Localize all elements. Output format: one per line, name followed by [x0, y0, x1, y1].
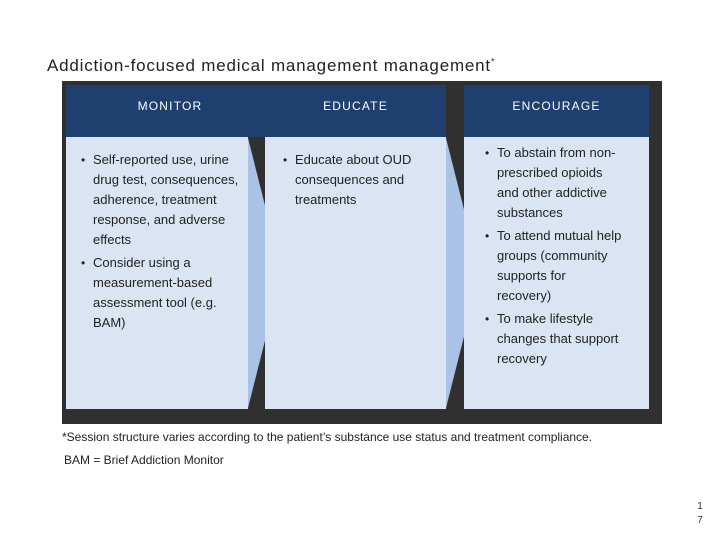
- bullet-icon: •: [283, 153, 288, 167]
- bullet-icon: •: [81, 256, 86, 270]
- monitor-header-label: MONITOR: [137, 99, 203, 113]
- educate-item-text: Educate about OUD consequences and treatments: [295, 152, 412, 207]
- encourage-item-text: To abstain from non-prescribed opioids and other addictive substances: [497, 145, 616, 220]
- educate-body: [265, 137, 446, 409]
- page-number-line: 7: [697, 515, 703, 526]
- educate-header: [265, 85, 446, 137]
- bullet-icon: •: [485, 229, 490, 243]
- slide-title-text: Addiction-focused medical management management: [47, 56, 491, 75]
- encourage-item: [485, 309, 623, 369]
- monitor-item-text: Self-reported use, urine drug test, consequences, adherence, treatment response, and adverse effects: [93, 152, 239, 247]
- encourage-item-text: To make lifestyle changes that support recovery: [497, 311, 619, 366]
- monitor-header: [66, 85, 274, 137]
- encourage-header-label: ENCOURAGE: [512, 99, 601, 113]
- encourage-item: [485, 226, 623, 306]
- monitor-item: [81, 253, 243, 333]
- abbreviation-note: BAM = Brief Addiction Monitor: [64, 453, 224, 467]
- educate-list: [283, 150, 435, 213]
- title-footnote-marker: *: [490, 56, 496, 67]
- footnote: *Session structure varies according to the patient’s substance use status and treatment compliance.: [62, 430, 593, 444]
- educate-header-label: EDUCATE: [323, 99, 388, 113]
- encourage-item-text: To attend mutual help groups (community supports for recovery): [497, 228, 622, 303]
- page-number: [696, 500, 704, 528]
- encourage-body: [464, 137, 649, 409]
- page-number-line: 1: [697, 501, 703, 512]
- encourage-list: [485, 143, 623, 372]
- slide-title: [47, 56, 495, 76]
- bullet-icon: •: [81, 153, 86, 167]
- monitor-list: [81, 150, 243, 336]
- monitor-item-text: Consider using a measurement-based assessment tool (e.g. BAM): [93, 255, 217, 330]
- bullet-icon: •: [485, 146, 490, 160]
- monitor-item: [81, 150, 243, 250]
- educate-item: [283, 150, 435, 210]
- monitor-body: [66, 137, 248, 409]
- encourage-item: [485, 143, 623, 223]
- encourage-header: [464, 85, 649, 137]
- bullet-icon: •: [485, 312, 490, 326]
